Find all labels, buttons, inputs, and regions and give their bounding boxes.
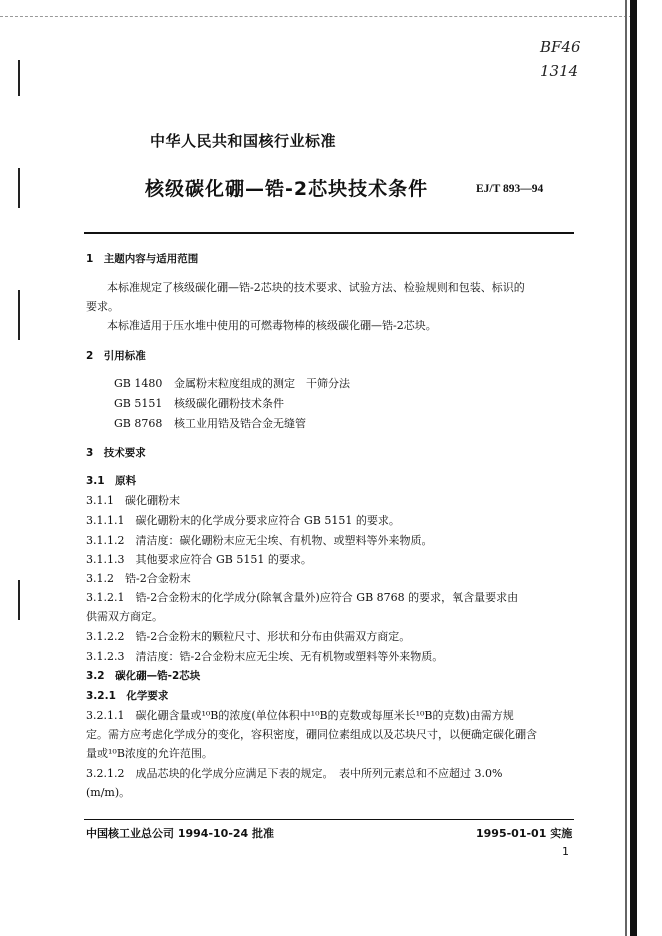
handwritten-note-1: BF46 (540, 38, 581, 56)
clause-3-2-1-1: 3.2.1.1 碳化硼含量或¹⁰B的浓度(单位体积中¹⁰B的克数或每厘米长¹⁰B的克数)由需方规 (86, 709, 514, 722)
section-1-para-2: 本标准适用于压水堆中使用的可燃毒物棒的核级碳化硼—锆-2芯块。 (107, 319, 437, 332)
scan-top-edge (0, 16, 632, 17)
section-3-heading: 3 技术要求 (86, 447, 146, 459)
clause-3-1-2-2: 3.1.2.2 锆-2合金粉末的颗粒尺寸、形状和分布由供需双方商定。 (86, 630, 411, 643)
clause-3-1-1-2: 3.1.1.2 清洁度：碳化硼粉末应无尘埃、有机物、或塑料等外来物质。 (86, 534, 433, 547)
approval-date: 中国核工业总公司 1994-10-24 批准 (86, 827, 275, 840)
scan-left-mark (18, 290, 20, 340)
clause-3-1-2-3: 3.1.2.3 清洁度：锆-2合金粉末应无尘埃、无有机物或塑料等外来物质。 (86, 650, 444, 663)
scan-left-mark (18, 580, 20, 620)
standard-code: EJ/T 893—94 (476, 183, 544, 195)
section-2-heading: 2 引用标准 (86, 350, 146, 362)
implementation-date: 1995-01-01 实施 (476, 827, 573, 840)
scan-left-mark (18, 168, 20, 208)
clause-3-1: 3.1 原料 (86, 475, 137, 487)
clause-3-2-1-1-cont: 定。需方应考虑化学成分的变化，容积密度，硼同位素组成以及芯块尺寸，以便确定碳化硼含 (86, 728, 537, 741)
reference-code: GB 5151 (114, 397, 163, 410)
clause-3-1-1-3: 3.1.1.3 其他要求应符合 GB 5151 的要求。 (86, 553, 312, 566)
handwritten-note-2: 1314 (540, 62, 579, 80)
clause-3-2-1-2-cont: (m/m)。 (86, 786, 131, 799)
clause-3-1-2-1-cont: 供需双方商定。 (86, 610, 163, 623)
page-number: 1 (562, 845, 569, 858)
reference-title: 金属粉末粒度组成的测定 干筛分法 (174, 377, 350, 390)
reference-code: GB 1480 (114, 377, 163, 390)
footer-rule (84, 819, 574, 820)
section-1-para-1: 本标准规定了核级碳化硼—锆-2芯块的技术要求、试验方法、检验规则和包装、标识的 (107, 281, 525, 294)
reference-title: 核级碳化硼粉技术条件 (174, 397, 284, 410)
document-title: 核级碳化硼—锆-2芯块技术条件 (145, 178, 429, 200)
scan-left-mark (18, 60, 20, 96)
clause-3-2-1-2: 3.2.1.2 成品芯块的化学成分应满足下表的规定。 表中所列元素总和不应超过 3.0% (86, 767, 503, 780)
clause-3-1-2: 3.1.2 锆-2合金粉末 (86, 572, 191, 585)
clause-3-1-1-1: 3.1.1.1 碳化硼粉末的化学成分要求应符合 GB 5151 的要求。 (86, 514, 400, 527)
reference-title: 核工业用锆及锆合金无缝管 (174, 417, 306, 430)
issuer-title: 中华人民共和国核行业标准 (150, 132, 337, 150)
reference-code: GB 8768 (114, 417, 163, 430)
section-1-para-1-cont: 要求。 (86, 300, 119, 313)
clause-3-2-1-1-cont2: 量或¹⁰B浓度的允许范围。 (86, 747, 213, 760)
section-1-heading: 1 主题内容与适用范围 (86, 253, 199, 265)
clause-3-2: 3.2 碳化硼—锆-2芯块 (86, 670, 201, 682)
scan-right-edge (630, 0, 637, 936)
scan-right-edge-inner (625, 0, 627, 936)
clause-3-1-2-1: 3.1.2.1 锆-2合金粉末的化学成分(除氧含量外)应符合 GB 8768 的要求，氧含量要求由 (86, 591, 519, 604)
clause-3-1-1: 3.1.1 碳化硼粉末 (86, 494, 180, 507)
header-rule (84, 232, 574, 234)
clause-3-2-1: 3.2.1 化学要求 (86, 690, 169, 702)
